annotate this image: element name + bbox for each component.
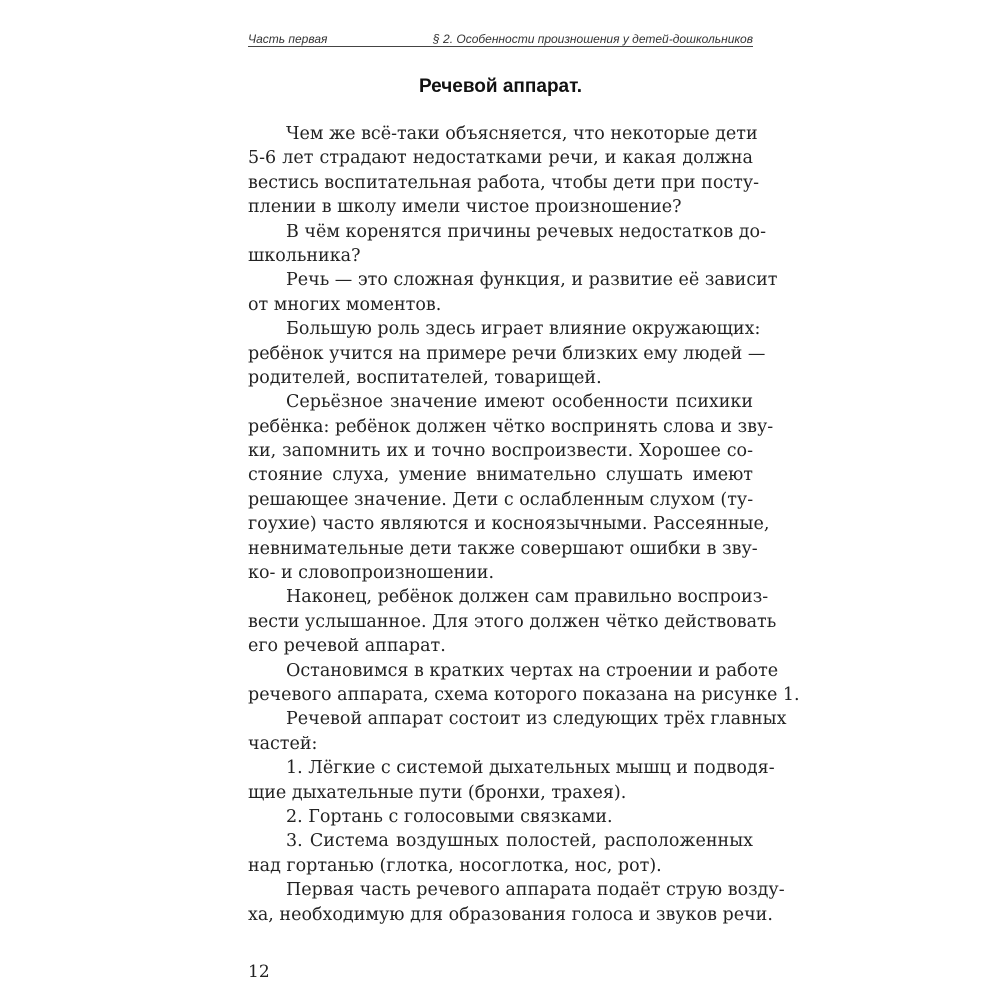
text-line: над гортанью (глотка, носоглотка, нос, рот). <box>248 855 662 876</box>
text-line: Первая часть речевого аппарата подаёт струю возду- <box>286 880 785 901</box>
section-heading: Речевой аппарат. <box>418 76 583 97</box>
text-line: Речевой аппарат состоит из следующих трёх главных <box>286 709 787 730</box>
list-item: 1. Лёгкие с системой дыхательных мышц и подводя- <box>286 758 775 779</box>
header-part-title: Часть первая <box>248 32 328 46</box>
text-line: Чем же всё-таки объясняется, что некоторые дети <box>286 124 758 144</box>
list-item: 3. Система воздушных полостей, расположенных <box>286 831 753 852</box>
text-line: речевого аппарата, схема которого показана на рисунке 1. <box>248 684 800 705</box>
text-line: родителей, воспитателей, товарищей. <box>248 367 602 388</box>
text-line: вестись воспитательная работа, чтобы дети при посту- <box>248 172 760 193</box>
text-line: щие дыхательные пути (бронхи, трахея). <box>248 782 627 803</box>
text-line: ки, запомнить их и точно воспроизвести. Хорошее со- <box>248 441 753 462</box>
text-line: Наконец, ребёнок должен сам правильно воспроиз- <box>286 587 769 608</box>
text-line: гоухие) часто являются и косноязычными. Рассеянные, <box>248 514 770 535</box>
text-line: Серьёзное значение имеют особенности психики <box>286 392 753 413</box>
text-line: Остановимся в кратких чертах на строении и работе <box>286 660 779 681</box>
text-line: его речевой аппарат. <box>248 636 446 657</box>
text-line: ребёнок учится на примере речи близких ему людей — <box>248 343 766 364</box>
text-line: ко- и словопроизношении. <box>248 563 495 584</box>
text-line: решающее значение. Дети с ослабленным слухом (ту- <box>248 489 754 510</box>
text-line: Большую роль здесь играет влияние окружающих: <box>286 319 761 340</box>
running-header <box>248 22 753 46</box>
text-line: Речь — это сложная функция, и развитие её зависит <box>286 270 778 291</box>
body-text <box>248 122 800 927</box>
text-line: школьника? <box>248 245 361 266</box>
header-section-title: § 2. Особенности произношения у детей-дошкольников <box>433 32 753 46</box>
text-line: невнимательные дети также совершают ошибки в зву- <box>248 538 758 559</box>
list-item: 2. Гортань с голосовыми связками. <box>286 806 613 827</box>
text-line: частей: <box>248 733 318 754</box>
text-line: ребёнка: ребёнок должен чётко воспринять слова и зву- <box>248 416 774 437</box>
text-line: плении в школу имели чистое произношение? <box>248 197 682 218</box>
text-line: ха, необходимую для образования голоса и звуков речи. <box>248 904 773 925</box>
page-number: 12 <box>248 962 270 982</box>
text-line: В чём коренятся причины речевых недостатков до- <box>286 221 767 242</box>
text-line: от многих моментов. <box>248 294 442 315</box>
header-rule <box>248 46 753 47</box>
text-line: вести услышанное. Для этого должен чётко действовать <box>248 611 777 632</box>
text-line: стояние слуха, умение внимательно слушать имеют <box>248 465 753 486</box>
text-line: 5-6 лет страдают недостатками речи, и какая должна <box>248 148 753 169</box>
